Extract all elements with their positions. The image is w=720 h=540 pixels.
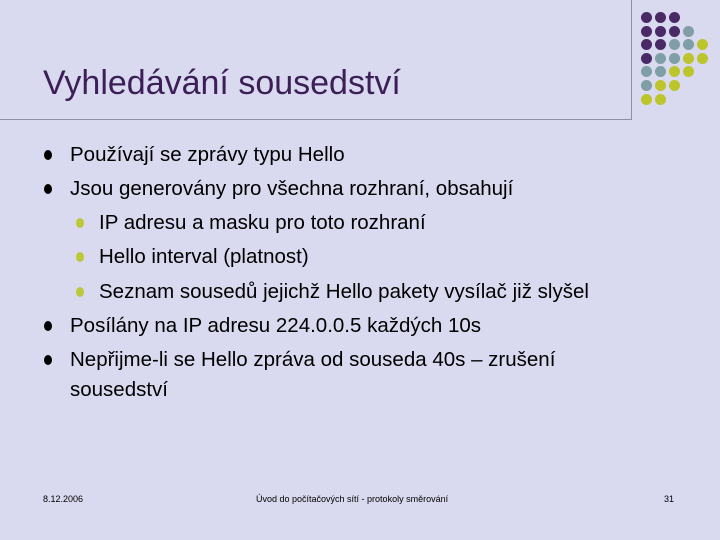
bullet-item-continuation: sousedství	[70, 378, 168, 401]
bullet-item: Používají se zprávy typu Hello	[70, 143, 345, 166]
dot	[669, 26, 680, 37]
slide-title: Vyhledávání sousedství	[43, 64, 401, 102]
bullet-marker	[44, 321, 52, 331]
dot	[641, 66, 652, 77]
dot	[655, 53, 666, 64]
footer-date: 8.12.2006	[43, 494, 84, 504]
bullet-item: Jsou generovány pro všechna rozhraní, obsahují	[70, 177, 514, 200]
bullet-marker	[44, 184, 52, 194]
sub-bullet-marker	[76, 218, 84, 228]
dot	[655, 26, 666, 37]
dot	[669, 12, 680, 23]
dot	[697, 53, 708, 64]
dot	[669, 80, 680, 91]
dot	[655, 12, 666, 23]
dot	[641, 80, 652, 91]
decorative-dot-grid	[637, 8, 717, 108]
dot	[669, 53, 680, 64]
dot	[641, 39, 652, 50]
sub-bullet-marker	[76, 287, 84, 297]
sub-bullet-item: Hello interval (platnost)	[99, 245, 309, 268]
dot	[655, 39, 666, 50]
bullet-marker	[44, 355, 52, 365]
footer-page-number: 31	[664, 494, 675, 504]
bullet-marker	[44, 150, 52, 160]
footer-course: Úvod do počítačových sítí - protokoly směrování	[256, 494, 449, 504]
dot	[655, 80, 666, 91]
dot	[641, 53, 652, 64]
dot	[641, 26, 652, 37]
dot	[683, 39, 694, 50]
dot	[669, 39, 680, 50]
sub-bullet-item: IP adresu a masku pro toto rozhraní	[99, 211, 426, 234]
title-divider-vertical	[631, 0, 632, 120]
dot	[683, 53, 694, 64]
dot	[683, 66, 694, 77]
sub-bullet-marker	[76, 252, 84, 262]
title-divider-horizontal	[0, 119, 632, 120]
bullet-item: Nepřijme-li se Hello zpráva od souseda 40s – zrušení	[70, 348, 556, 371]
dot	[655, 94, 666, 105]
dot	[697, 39, 708, 50]
sub-bullet-item: Seznam sousedů jejichž Hello pakety vysílač již slyšel	[99, 280, 589, 303]
dot	[655, 66, 666, 77]
bullet-item: Posílány na IP adresu 224.0.0.5 každých 10s	[70, 314, 482, 337]
dot	[683, 26, 694, 37]
dot	[669, 66, 680, 77]
dot	[641, 94, 652, 105]
dot	[641, 12, 652, 23]
